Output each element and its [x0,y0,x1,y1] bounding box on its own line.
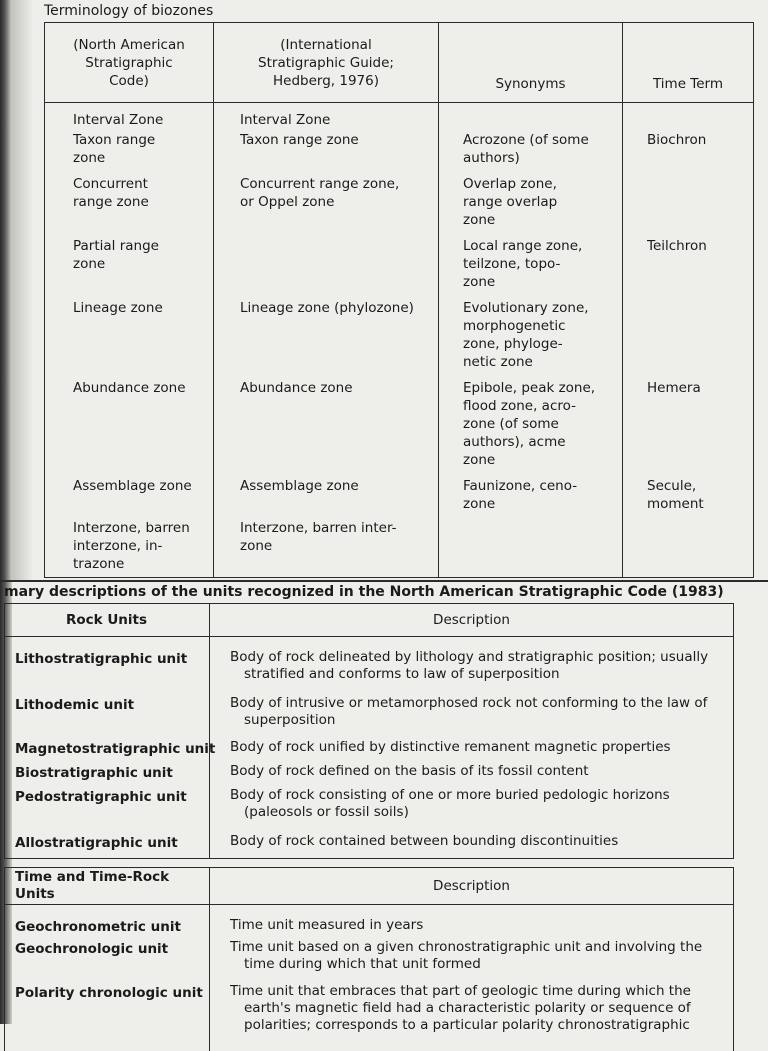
unit-row [5,785,734,831]
header-rock-units-label: Rock Units [65,611,148,628]
biozone-row [45,475,754,517]
unit-name: Pedostratigraphic unit [5,785,210,831]
nacsn-cell [45,129,214,173]
unit-description: Body of rock unified by distinctive remanent magnetic properties [230,738,671,755]
unit-name: Biostratigraphic unit [5,761,210,785]
synonyms-cell [439,377,623,475]
header-synonyms: Synonyms [439,23,623,103]
unit-name: Lithodemic unit [5,693,210,737]
unit-name: Lithostratigraphic unit [5,637,210,693]
time-units-table [4,867,734,1051]
synonyms-cell [439,235,623,297]
synonyms-cell [439,517,623,577]
time-term-cell-text: Biochron [647,132,707,148]
synonyms-cell [439,129,623,173]
nacsn-cell [45,297,214,377]
header-time-units: Time and Time-Rock Units [5,868,210,905]
biozone-row [45,173,754,235]
time-term-cell [623,173,754,235]
unit-name: Geochronometric unit [5,905,210,938]
unit-row [5,737,734,761]
unit-description-cell [210,785,734,831]
unit-row [5,905,734,938]
unit-description: Time unit measured in years [230,917,424,933]
isg-cell-text: Abundance zone [240,380,353,396]
unit-description-cell [210,831,734,859]
time-term-cell [623,297,754,377]
unit-description: Time unit based on a given chronostratigraphic unit and involving the time during which that unit formed [230,939,703,972]
nacsn-cell-text: Interzone, barren interzone, in- trazone [73,520,190,572]
synonyms-cell [439,173,623,235]
header-description-2: Description [210,868,734,905]
unit-description-cell [210,761,734,785]
synonyms-cell-text: Overlap zone, range overlap zone [463,176,558,228]
nacsn-cell [45,103,214,130]
header-description: Description [210,604,734,637]
time-term-cell [623,103,754,130]
nacsn-cell-text: Concurrent range zone [73,176,149,210]
synonyms-cell-text: Faunizone, ceno- zone [463,478,578,512]
unit-row [5,981,734,1051]
isg-cell [214,377,439,475]
header-nacsn: (North American Stratigraphic Code) [45,23,214,103]
nacsn-cell-text: Taxon range zone [73,132,156,166]
nacsn-cell-text: Partial range zone [73,238,159,272]
synonyms-cell [439,297,623,377]
isg-cell-text: Taxon range zone [240,132,359,148]
unit-description: Body of rock defined on the basis of its fossil content [230,762,589,779]
unit-description-cell [210,737,734,761]
unit-row [5,761,734,785]
time-term-cell [623,129,754,173]
unit-name: Polarity chronologic unit [5,981,210,1051]
unit-description: Body of rock contained between bounding discontinuities [230,832,619,849]
biozone-row [45,517,754,577]
unit-description-cell [210,981,734,1051]
synonyms-cell-text: Local range zone, teilzone, topo- zone [463,238,583,290]
isg-cell-text: Interval Zone [240,112,331,128]
unit-description: Body of rock consisting of one or more buried pedologic horizons (paleosols or fossil soils) [230,786,670,820]
unit-description: Body of rock delineated by lithology and stratigraphic position; usually stratified and conforms to law of superposition [230,649,709,682]
isg-cell [214,103,439,130]
header-time-term: Time Term [623,23,754,103]
biozone-row [45,129,754,173]
synonyms-cell-text: Acrozone (of some authors) [463,132,589,166]
time-term-cell [623,377,754,475]
header-rock-units [5,604,210,637]
unit-name: Geochronologic unit [5,937,210,981]
section-divider [0,580,768,582]
nacsn-cell-text: Interval Zone [73,112,164,128]
isg-cell [214,297,439,377]
biozone-row [45,377,754,475]
nacsn-cell [45,235,214,297]
time-term-cell [623,475,754,517]
unit-description-cell [210,693,734,737]
unit-description-cell [210,937,734,981]
unit-row [5,637,734,693]
biozone-row [45,103,754,130]
isg-cell [214,129,439,173]
synonyms-cell [439,475,623,517]
unit-description: Body of intrusive or metamorphosed rock not conforming to the law of superposition [230,694,708,728]
biozone-terminology-table [44,22,754,578]
nacsn-cell-text: Assemblage zone [73,478,192,494]
header-isg: (International Stratigraphic Guide; Hedberg, 1976) [214,23,439,103]
isg-cell [214,235,439,297]
unit-description: Time unit that embraces that part of geologic time during which the earth's magnetic field had a characteristic polarity or sequence of polarities; corresponds to a particular polarity chronostratigraphic [230,983,691,1033]
nacsn-cell [45,377,214,475]
unit-description-cell [210,905,734,938]
isg-cell-text: Lineage zone (phylozone) [240,300,414,316]
time-term-cell-text: Hemera [647,380,701,396]
biozone-row [45,297,754,377]
isg-cell-text: Interzone, barren inter- zone [240,520,397,554]
rock-units-table [4,603,734,859]
time-term-cell-text: Teilchron [647,238,707,254]
unit-row [5,693,734,737]
nacsn-cell [45,475,214,517]
nacsn-cell [45,173,214,235]
isg-cell [214,475,439,517]
unit-description-cell [210,637,734,693]
synonyms-cell [439,103,623,130]
nacsn-cell [45,517,214,577]
time-term-cell [623,235,754,297]
page-shadow [12,0,34,580]
synonyms-cell-text: Epibole, peak zone, flood zone, acro- zone (of some authors), acme zone [463,380,596,468]
isg-cell [214,517,439,577]
unit-row [5,937,734,981]
table1-title: Terminology of biozones [44,3,214,19]
biozone-row [45,235,754,297]
unit-name: Allostratigraphic unit [5,831,210,859]
table2-title: mary descriptions of the units recognized in the North American Stratigraphic Code (1983) [4,584,724,600]
isg-cell-text: Assemblage zone [240,478,359,494]
synonyms-cell-text: Evolutionary zone, morphogenetic zone, phyloge- netic zone [463,300,589,370]
time-term-cell [623,517,754,577]
isg-cell-text: Concurrent range zone, or Oppel zone [240,176,400,210]
time-term-cell-text: Secule, moment [647,478,704,512]
nacsn-cell-text: Lineage zone [73,300,163,316]
isg-cell [214,173,439,235]
nacsn-cell-text: Abundance zone [73,380,186,396]
unit-name: Magnetostratigraphic unit [5,737,210,761]
unit-row [5,831,734,859]
